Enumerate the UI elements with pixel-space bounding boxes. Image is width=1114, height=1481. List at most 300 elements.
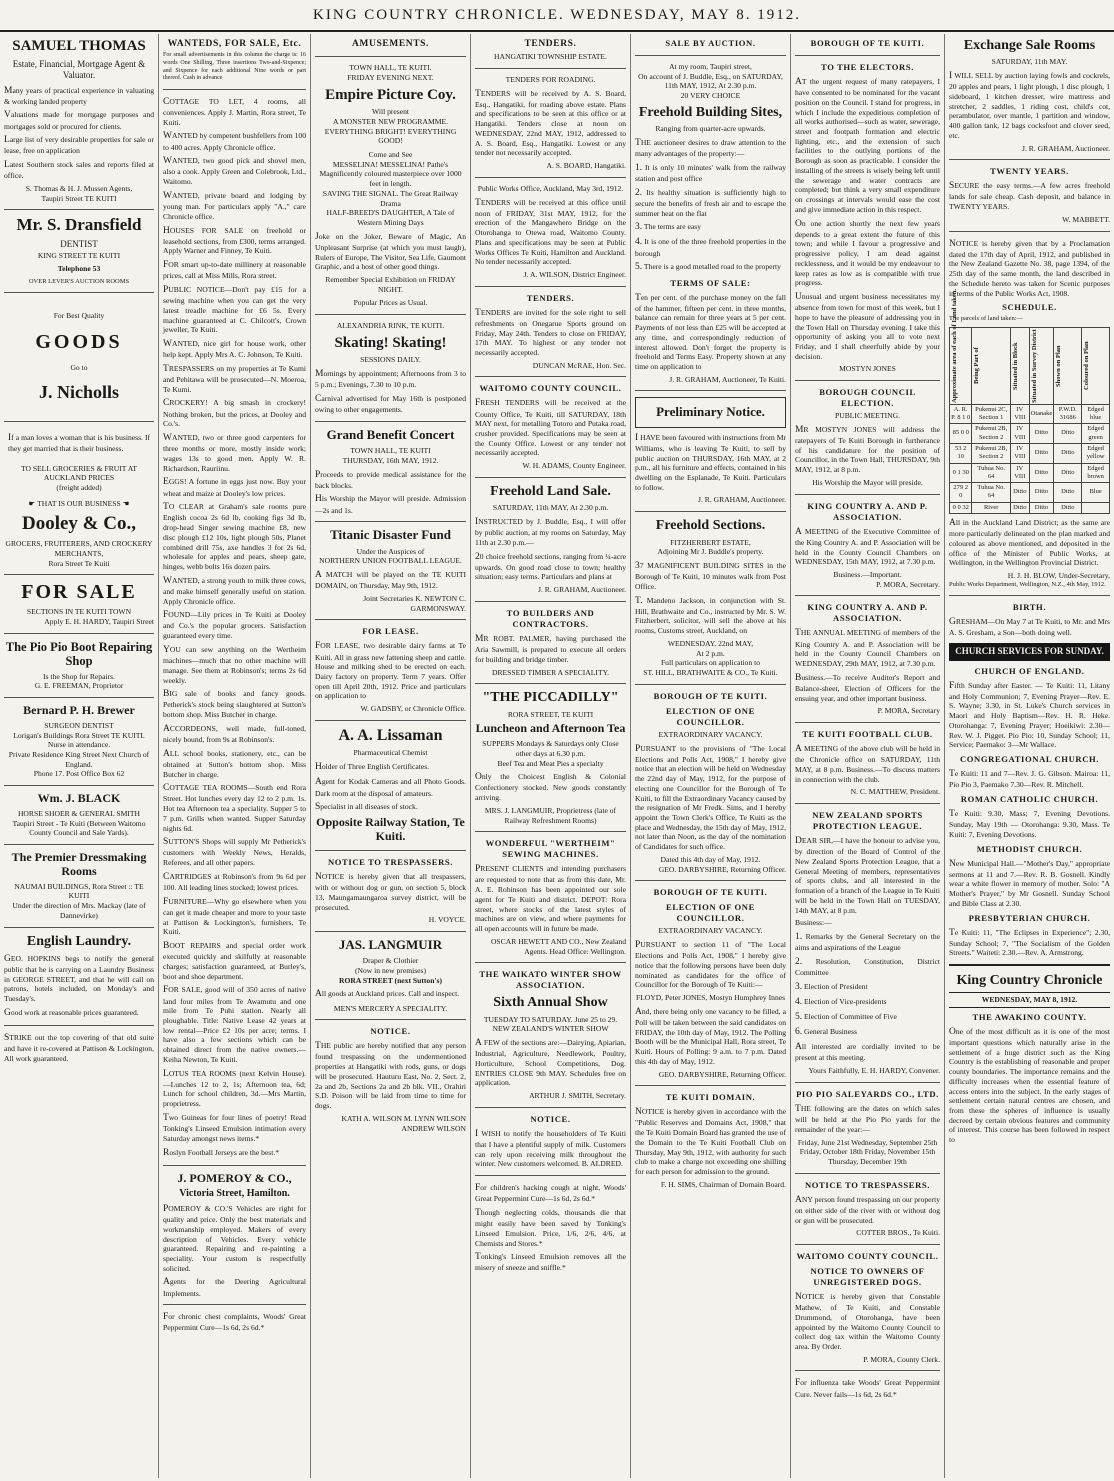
premier-management: Under the direction of Mrs. Mackay (late of Dannevirke)	[12, 901, 146, 920]
business-item: 3. Election of President	[795, 981, 868, 992]
divider	[315, 619, 466, 620]
schedule-cell: Ditto	[1054, 424, 1082, 444]
auction-account: On account of J. Buddle, Esq., on SATURDAY, 11th MAY, 1912, At 2.30 p.m.	[638, 71, 783, 91]
piccadilly-suppers: SUPPERS Mondays & Saturdays only Close other days at 6.30 p.m.	[482, 739, 619, 758]
milk-body: I WISH to notify the householders of Te Kuiti that I have a plentiful supply of milk. Customers can rely upon receiving milk throughout the winter. New customers welcomed. B. ALDRED.	[475, 1128, 626, 1169]
forsale-heading: FOR SALE	[21, 581, 137, 604]
divider	[475, 831, 626, 832]
dateline: WEDNESDAY, MAY 8, 1912.	[949, 992, 1110, 1008]
piopio-body: Is the Shop for Repairs.	[43, 671, 115, 681]
dogs-heading: NOTICE TO OWNERS OF UNREGISTERED DOGS.	[810, 1265, 925, 1287]
forsale-apply: Apply E. H. HARDY, Taupiri Street	[44, 617, 154, 627]
nicholls-lead: For Best Quality	[53, 311, 105, 321]
trespass-heading: NOTICE TO TRESPASSERS.	[327, 856, 454, 867]
schedule-cell: Edged blue	[1082, 404, 1110, 424]
lissaman-certs: Holder of Three English Certificates.	[315, 762, 430, 773]
schedule-caption: The parcels of land taken:—	[949, 315, 1023, 323]
classified-ad: ACCORDEONS, well made, full-toned, nicely bound, from 9s at Robinson's.	[163, 723, 306, 744]
piccadilly-proprietress: MRS. J. LANGMUIR, Proprietress (late of Railway Refreshment Rooms)	[484, 805, 617, 825]
schedule-cell: Otanake	[1029, 404, 1054, 424]
auction-intro: THE auctioneer desires to draw attention to the many advantages of the property:—	[635, 137, 786, 159]
premier-name: The Premier Dressmaking Rooms	[11, 850, 147, 878]
pointing-hand-icon: ☛	[28, 498, 38, 508]
brewer-address: Lorigan's Buildings Rora Street TE KUITI.	[13, 730, 145, 740]
schedule-note: All in the Auckland Land District; as the same are more particularly delineated on the plan marked and coloured as above mentioned, and deposited in the office of the Minister of Public Works, at Wellington, in the Wellington Provincial District.	[949, 518, 1110, 568]
tonking-ad: Two Guineas for four lines of poetry! Read Tonking's Linseed Emulsion intimation every Saturday amongst news items.*	[163, 1112, 306, 1143]
brewer-nurse: Nurse in attendance.	[47, 740, 111, 750]
schedule-row	[950, 502, 1110, 513]
sports-heading: NEW ZEALAND SPORTS PROTECTION LEAGUE.	[812, 810, 923, 832]
divider	[635, 684, 786, 685]
dogs-sign: P. MORA, County Clerk.	[863, 1354, 940, 1364]
classified-ad: COTTAGE TEA ROOMS—South end Rora Street. Hot lunches every day 12 to 2 p.m. 1s. Hot tea Afternoon tea a speciality. Supper 5 to 7 p.m. Grills when wanted. Supper Saturday nights 6d.	[163, 783, 306, 833]
milk-heading: NOTICE.	[530, 1113, 571, 1124]
hangatiki-heading: HANGATIKI TOWNSHIP ESTATE.	[494, 52, 607, 62]
langmuir-premises: (Now in new premises)	[354, 966, 427, 976]
election-candidates: FLOYD, Peter JONES, Mostyn Humphrey Innes	[635, 993, 786, 1003]
friday-line: FRIDAY EVENING NEXT.	[347, 72, 434, 82]
empire-remember: Remember Special Exhibition on FRIDAY NIGHT.	[325, 275, 456, 294]
dransfield-telephone: Telephone 53	[57, 264, 101, 274]
divider	[4, 292, 154, 293]
schedule-cell: Ditto	[1054, 502, 1082, 513]
schedule-header-cell: Approximate area of each of Land taken.	[950, 327, 972, 404]
tender-sign: A. S. BOARD, Hangatiki.	[546, 161, 626, 171]
twenty-body: SECURE the easy terms.—A few acres freehold lands for sale cheap. Cash deposit, and balance in TWENTY YEARS.	[949, 181, 1110, 212]
divider	[315, 314, 466, 315]
piccadilly-beef: Beef Tea and Meat Pies a specialty	[497, 758, 604, 768]
divider	[795, 1082, 940, 1083]
schedule-cell: Blue	[1082, 483, 1110, 503]
forlease-contact: W. GADSBY, or Chronicle Office.	[360, 704, 466, 714]
electors-heading: TO THE ELECTORS.	[821, 62, 914, 72]
divider	[315, 421, 466, 422]
divider	[163, 89, 306, 90]
empire-come: Come and See	[368, 149, 413, 159]
advantages-list	[635, 162, 786, 274]
exchange-sign: J. R. GRAHAM, Auctioneer.	[1022, 143, 1110, 153]
freehold-body: INSTRUCTED by J. Buddle, Esq., I will offer by public auction, at my rooms on Saturday, May 11th at 2.30 p.m.—	[475, 517, 626, 547]
schedule-cell: 0 1 30	[950, 463, 972, 483]
kcap-heading: KING COUNTRY A. AND P. ASSOCIATION.	[807, 500, 928, 522]
chest-ad: For chronic chest complaints, Woods' Great Peppermint Cure—1s 6d, 2s 6d.*	[163, 1312, 306, 1333]
builders-body: MR ROBT. PALMER, having purchased the Aria Sawmill, is prepared to execute all orders for building and bridge timber.	[475, 633, 626, 664]
sports-body: DEAR SIR,—I have the honour to advise you, by direction of the Board of Control of the New Zealand Sports Protection League, that a General Meeting of members, representatives of sports clubs, and all interested in the formation of a branch of the League in Te Kuiti will be held in the Town Hall on TUESDAY, 14th MAY, at 8 p.m.	[795, 836, 940, 915]
tender-body: TENDERS will be received by A. S. Board, Esq., Hangatiki, for roading above estate. Plans and specifications to be seen at this office or at Hangatiki. Tenders close at noon on WEDNESDAY, 22nd MAY, 1912, addressed to A. S. Board, Esq., Hangatiki. Lowest or any tender not necessarily accepted.	[475, 88, 626, 158]
schedule-cell: Edged green	[1082, 424, 1110, 444]
sections-body: 37 MAGNIFICENT BUILDING SITES in the Borough of Te Kuiti, 10 minutes walk from Post Office.	[635, 561, 786, 591]
schedule-header-cell: Situated in Survey District	[1029, 327, 1054, 404]
winter-sections: A FEW of the sections are:—Dairying, Apiarian, Industrial, Agriculture, Needlework, Poultry, Horticulture, School Competitions, Dog. ENTRIES CLOSE 9th MAY. Schedules free on application.	[475, 1038, 626, 1088]
langmuir-role: Draper & Clothier	[362, 956, 419, 966]
column-4	[470, 34, 630, 1478]
domain-heading: TE KUITI DOMAIN.	[665, 1092, 756, 1103]
schedule-cell: Ditto	[1054, 483, 1082, 503]
forlease-body: FOR LEASE, two desirable dairy farms at Te Kuiti. All in grass new fattening sheep and cattle. House and milking shed to be erected on each. Dairy factory on property. Term 7 years. Offer open till April 20th, 1912. Price and particulars on application to	[315, 641, 466, 701]
election-poll: And, there being only one vacancy to be filled, a Poll will be taken between the said candidates on FRIDAY, the 10th day of May, 1912. The Polling Booth will be the Municipal Hall, Rora street, Te Kuiti. Hours of Polling: 9 a.m. to 7 p.m. Dated this 4th day of May, 1912.	[635, 1006, 786, 1066]
classified-ad: SUTTON'S Shops will supply Mr Petherick's customers with Weekly News, Heralds, Referees, and all other papers.	[163, 837, 306, 868]
schedule-header-cell: Being Part of	[972, 327, 1011, 404]
classified-ad: FOR smart up-to-date millinery at reasonable prices, call at Miss Mills, Rora street.	[163, 260, 306, 281]
nicholls-goods: GOODS	[35, 331, 123, 354]
benefit-date: THURSDAY, 16th MAY, 1912.	[342, 455, 439, 465]
black-role: HORSE SHOER & GENERAL SMITH	[17, 808, 141, 818]
trespass-sign: COTTER BROS., Te Kuiti.	[856, 1228, 940, 1238]
public-meeting-mayor: His Worship the Mayor will preside.	[812, 477, 923, 487]
lissaman-name: A. A. Lissaman	[338, 726, 443, 744]
divider	[315, 720, 466, 721]
twenty-sign: W. MABBETT.	[1062, 214, 1110, 224]
notice-heading: NOTICE.	[370, 1026, 411, 1037]
divider	[4, 697, 154, 698]
advantage-item: 5. There is a good metalled road to the property	[635, 262, 781, 273]
divider	[4, 633, 154, 634]
classified-ad: TRESPASSERS on my properties at Te Kumi and Pehitawa will be prosecuted—N. Moeroa, Te Kumi.	[163, 363, 306, 394]
thomas-address: Taupiri Street TE KUITI	[41, 193, 117, 203]
schedule-cell: Ditto	[1010, 483, 1029, 503]
freehold-body: 20 choice freehold sections, ranging from ¼-acre upwards. On good road close to town; healthy situation; easy terms. Particulars and plans at	[475, 551, 626, 582]
amusements-heading: AMUSEMENTS.	[351, 39, 430, 49]
winter-sign: ARTHUR J. SMITH, Secretary.	[529, 1091, 626, 1101]
exchange-date: SATURDAY, 11th MAY.	[991, 57, 1068, 67]
sections-body: T. Mandeno Jackson, in conjunction with St. Hill, Brathwaite and Co., instructed by Mr. S. W. Fitzherbert, solicitor, will sell the above at his rooms, Customs street, Auckland, on	[635, 595, 786, 636]
wanteds-heading: WANTEDS, FOR SALE, Etc.	[167, 39, 302, 49]
election-heading: ELECTION OF ONE COUNCILLOR.	[666, 705, 755, 727]
pwo-line: Public Works Office, Auckland, May 3rd, 1912.	[477, 183, 624, 193]
forlease-heading: FOR LEASE.	[362, 626, 419, 637]
tonking-ad: Though neglecting colds, thousands die that might easily have been saved by Tonking's Linseed Emulsion. Price, 1/6, 2/6, 4/6, at Chemists and Stores.*	[475, 1208, 626, 1248]
roslyn-ad: Roslyn Football Jerseys are the best.*	[163, 1147, 280, 1158]
church-body: Te Kuiti: 11 and 7—Rev. J. G. Gibson. Mairoa: 11, Pio Pio 3, Paemako 7.30—Rev. R. Mitchell.	[949, 769, 1110, 790]
schedule-cell: Ditto	[1010, 502, 1029, 513]
divider	[475, 601, 626, 602]
tonking-ad: Tonking's Linseed Emulsion removes all the misery of sneeze and sniffle.*	[475, 1252, 626, 1273]
church-banner: CHURCH SERVICES FOR SUNDAY.	[949, 643, 1110, 661]
schedule-cell: Edged yellow	[1082, 443, 1110, 463]
wcc-heading: WAITOMO COUNTY COUNCIL.	[796, 1250, 939, 1261]
schedule-cell: Ditto	[1029, 483, 1054, 503]
advantage-item: 4. It is one of the three freehold properties in the borough	[635, 237, 786, 258]
vacancy-heading: EXTRAORDINARY VACANCY.	[658, 926, 763, 936]
divider	[795, 595, 940, 596]
schedule-cell: IV VIII	[1010, 443, 1029, 463]
schedule-sign: H. J. H. BLOW, Under-Secretary,	[1007, 571, 1110, 581]
schedule-header-row	[950, 327, 1110, 404]
schedule-header-cell: Shown on Plan	[1054, 327, 1082, 404]
titanic-league: NORTHERN UNION FOOTBALL LEAGUE.	[319, 556, 462, 566]
proclamation-body: NOTICE is hereby given that by a Proclamation dated the 17th day of April, 1912, and published in the New Zealand Gazette No. 38, page 1394, of the 25th day of the same month, the land described in the Schedule hereto was taken for Scenic purposes in terms of the Public Works Act, 1908.	[949, 238, 1110, 298]
divider	[4, 844, 154, 845]
divider	[475, 177, 626, 178]
dransfield-address: KING STREET TE KUITI	[37, 250, 121, 260]
thomas-name: SAMUEL THOMAS	[12, 38, 146, 54]
divider	[4, 574, 154, 575]
public-meeting-heading: PUBLIC MEETING.	[835, 411, 900, 421]
schedule-cell: Ditto	[1054, 443, 1082, 463]
election-heading: ELECTION OF ONE COUNCILLOR.	[666, 902, 755, 924]
empire-name: Empire Picture Coy.	[325, 86, 456, 103]
sections-full: Full particulars on application to	[660, 658, 761, 668]
titanic-heading: Titanic Disaster Fund	[330, 527, 451, 543]
dooley-line: TO SELL GROCERIES & FRUIT AT AUCKLAND PRICES	[20, 463, 138, 483]
piccadilly-street: RORA STREET, TE KUITI	[507, 709, 594, 719]
classified-ad: WANTED, nice girl for house work, other help kept. Apply Mrs A. C. Johnson, Te Kuiti.	[163, 339, 306, 360]
dogs-body: NOTICE is hereby given that Constable Mathew, of Te Kuiti, and Constable Drummond, of Otorohanga, have been appointed by the Waitomo County Council to collect dog tax within the Waitomo County area. By Order.	[795, 1291, 940, 1351]
election-sign: GEO. DARBYSHIRE, Returning Officer.	[658, 1069, 786, 1079]
brewer-phone: Phone 17. Post Office Box 62	[33, 769, 125, 779]
notice-body: THE public are hereby notified that any person found trespassing on the undermentioned properties at Hangatiki with rods, guns, or dogs will be prosecuted. Hauturu East, No. 2, Sect. 2, 2a and 2b, Sections 2a and 2b blk. VII., Orahiri S.D. Poison will be laid from time to time for dogs.	[315, 1041, 466, 1111]
thomas-agents: S. Thomas & H. J. Mussen Agents,	[25, 184, 133, 194]
winter-dates: TUESDAY TO SATURDAY. June 25 to 29.	[483, 1014, 618, 1024]
divider	[475, 68, 626, 69]
schedule-body	[950, 404, 1110, 513]
preliminary-heading: Preliminary Notice.	[656, 404, 765, 420]
poem: If a man loves a woman that is his business. If they get married that is their business.	[8, 432, 150, 453]
classified-ad: FOUND—Lily prices in Te Kuiti at Dooley and Co.'s the popular grocers. Satisfaction guaranteed every time.	[163, 610, 306, 641]
schedule-cell: 279 2 0	[950, 483, 972, 503]
electors-body: Unusual and urgent business necessitates my absence from town for most of this week, but I hope to have the pleasure of addressing you in the Town Hall on Thursday evening. I take this opportunity of asking you all to vote next Friday, and I shall cheerfully abide by your decision.	[795, 291, 940, 361]
divider	[4, 927, 154, 928]
divider	[475, 477, 626, 478]
sections-estate: FITZHERBERT ESTATE,	[670, 537, 751, 547]
church-body: Fifth Sunday after Easter. — Te Kuiti: 11, Litany and Holy Communion; 7, Evening Prayer—Rev. E. S. Wayne; 3.30, in St. Luke's Church services in Maori and Holy Baptism—Rev. H. R. Heke. Otorohanga: 7, Evening Prayer; Hoeikiwi: 2.30—Rev. W. J. Pigget. Pio Pio: 10, Sunday School; 11, Service; Paemako: 3—Mr Wallace.	[949, 680, 1110, 750]
borough-heading: BOROUGH OF TE KUITI.	[653, 887, 768, 898]
borough-heading: BOROUGH OF TE KUITI.	[653, 690, 768, 701]
tender-body: FRESH TENDERS will be received at the County Office, Te Kuiti, till SATURDAY, 18th MAY next, for metalling Totoro and Putaka road, crusher provided. Specifications may be seen at the County Office. Lowest or any tender not necessarily accepted.	[475, 398, 626, 458]
church-heading: METHODIST CHURCH.	[976, 843, 1083, 854]
column-7	[944, 34, 1114, 1478]
preliminary-sign: J. R. GRAHAM, Auctioneer.	[698, 495, 786, 505]
divider	[795, 494, 940, 495]
piccadilly-luncheon: Luncheon and Afternoon Tea	[475, 721, 626, 736]
kcap-body: A MEETING of the Executive Committee of the King Country A. and P. Association will be held in the County Council Chambers on WEDNESDAY, 15th MAY, 1912, at 7.30 p.m.	[795, 526, 940, 567]
church-body: Te Kuiti: 11, "The Eclipses in Experience"; 2.30, Sunday School; 7, "The Socialism of the Golden Streets." Waiteti: 2.30.—Rev. A. Armstrong.	[949, 927, 1110, 958]
domain-sign: F. H. SIMS, Chairman of Domain Board.	[660, 1179, 786, 1189]
divider	[949, 231, 1110, 232]
thomas-text: Valuations made for mortgage purposes and mortgages sold or procured for clients.	[4, 110, 154, 131]
classified-ad: HOUSES FOR SALE on freehold or leasehold sections, from £300, terms arranged. Apply Warner and Finney, Te Kuiti.	[163, 225, 306, 256]
schedule-row	[950, 483, 1110, 503]
business-item: 5. Election of Committee of Five	[795, 1012, 897, 1022]
divider	[315, 521, 466, 522]
divider	[795, 55, 940, 56]
benefit-heading: Grand Benefit Concert	[326, 426, 455, 442]
empire-prices: Popular Prices as Usual.	[353, 298, 428, 308]
nicholls-name: J. Nicholls	[38, 381, 119, 402]
borough-heading: BOROUGH OF TE KUITI.	[810, 38, 925, 48]
business-item: 6. General Business	[795, 1027, 857, 1038]
dooley-name: Dooley & Co.,	[22, 513, 136, 535]
sports-business-list	[795, 931, 940, 1038]
classified-ad: WANTED, a strong youth to milk three cows, and make himself generally useful on station. Apply Chronicle office.	[163, 575, 306, 606]
tenders-heading: TENDERS.	[524, 39, 577, 49]
classified-ad: PUBLIC NOTICE—Don't pay £15 for a sewing machine when you can get the very latest treadle machine for £6 5s. Every machine guaranteed at C. Chilcott's, Crown jeweller, Te Kuiti.	[163, 284, 306, 335]
sports-sign: Yours Faithfully, E. H. HARDY, Convener.	[808, 1066, 940, 1076]
dooley-address: Rora Street Te Kuiti	[48, 558, 110, 568]
wanteds-intro: For small advertisements in this column the charge is: 16 words One Shilling, Three insertions Two-and-Sixpence; and Sixpence for each additional Nine words or part thereof. Cash in advance	[163, 52, 306, 82]
classified-ad: TO CLEAR at Graham's sale rooms pure English cocoa 2s 6d lb, cooking figs 3d lb, drop-head Singer sewing machine £8, new disc plough £12 10s, light plough 50s, Planet combined drill 75s, axe handles 3 for 2s 6d, wholesale for apples and pears, sheep gate, hinges, webb bolts 16s dozen pairs.	[163, 502, 306, 571]
classified-ad: FURNITURE—Why go elsewhere when you can get it made cheaper and more to your taste at Pattison & Lockington's, furnishers, Te Kuiti.	[163, 896, 306, 937]
freehold-sign: J. R. GRAHAM, Auctioneer.	[538, 585, 626, 595]
kcap-sign: P. MORA, Secretary.	[876, 579, 940, 589]
schedule-row	[950, 424, 1110, 444]
classified-ad: ALL school books, stationery, etc., can be obtained at Sutton's bottom shop. Miss Butcher in charge.	[163, 748, 306, 779]
brewer-role: SURGEON DENTIST	[44, 720, 114, 730]
wertheim-body: PRESENT CLIENTS and intending purchasers are requested to note that as from this date, Mr. A. E. Robinson has been appointed our sole agent for Te Kuiti and district. DEPOT: Rora street, where stocks of the latest styles of machines are on view, and where payments for all open accounts will in future be made.	[475, 864, 626, 934]
pomeroy-body: POMEROY & CO.'S Vehicles are right for quality and price. Only the best materials and workmanship employed. Makers of every description of Vehicles. Every vehicle guaranteed. Repairing and re-painting a speciality. Your custom is respectfully solicited.	[163, 1203, 306, 1273]
classified-ad: FOR SALE, good will of 350 acres of native land four miles from Te Awamutu and one mile from Te Puhi station. Nearly all ploughable. Title: Native Lease 42 years at low rental—Price £2 10s per acre; terms. I have also a few sections which can be obtained direct from the native owners.—Keiha Newton, Te Kuiti.	[163, 985, 306, 1064]
terms-body: Ten per cent. of the purchase money on the fall of the hammer, fifteen per cent. in three months, balance can remain for three years at 5 per cent. Payments of not less than £25 will be accepted at any time, and correspondingly reduction of interest allowed. Don't forget the property is freehold and Terms Easy. Property shown at any time on application to	[635, 292, 786, 371]
divider	[795, 1173, 940, 1174]
birth-heading: BIRTH.	[1012, 602, 1047, 613]
preliminary-body: I HAVE been favoured with instructions from Mr Williams, who is leaving Te Kuiti, to sell by public auction on THURSDAY, 16th MAY, at 2 p.m., all his furniture and effects, contained in his dwelling on the Esplanade, Te Kuiti. Particulars to follow.	[635, 432, 786, 492]
schedule-cell: 53 2 10	[950, 443, 972, 463]
hall-name: TOWN HALL, TE KUITI.	[349, 63, 432, 73]
rink-skating: Skating! Skating!	[334, 334, 447, 351]
business-item: 4. Election of Vice-presidents	[795, 996, 887, 1007]
divider	[795, 380, 940, 381]
empire-monster: A MONSTER NEW PROGRAMME.	[332, 116, 449, 126]
domain-body: NOTICE is hereby given in accordance with the "Public Reserves and Domains Act, 1908," that the Te Kuiti Domain Board has granted the use of the Domain to the Te Kuiti Football Club on Thursday, May 9th, 1912, with authority for such club to make a charge not exceeding one shilling for each person for admission to the ground.	[635, 1107, 786, 1176]
schedule-cell: Ditto	[1029, 443, 1054, 463]
laundry-body: GEO. HOPKINS begs to notify the general public that he is carrying on a Laundry Business in GEORGE STREET, and that he will call on patrons, hotels included, on Monday's and Tuesday's.	[4, 953, 154, 1004]
cough-ad: For children's hacking cough at night, Woods' Great Peppermint Cure—1s 6d, 2s 6d.*	[475, 1183, 626, 1204]
schedule-cell: 0 0 32	[950, 502, 972, 513]
classified-ad: CROCKERY! A big smash in crockery! Nothing broken, but the prices, at Dooley and Co.'s.	[163, 398, 306, 429]
freehold-heading: Freehold Land Sale.	[490, 483, 611, 499]
divider	[475, 683, 626, 684]
nameplate: King Country Chronicle	[956, 973, 1103, 989]
schedule-cell: Tuhua No. 64	[972, 463, 1011, 483]
schedule-cell: Edged brown	[1082, 463, 1110, 483]
trespass-sign: H. VOYCE.	[428, 915, 466, 925]
divider	[4, 1025, 154, 1026]
schedule-cell: IV VIII	[1010, 404, 1029, 424]
divider	[475, 376, 626, 377]
benefit-hall: TOWN HALL, TE KUITI	[350, 446, 431, 456]
divider	[795, 803, 940, 804]
kcap-sign: P. MORA, Secretary	[877, 706, 940, 716]
tender-body: TENDERS will be received at this office until noon of FRIDAY, 31st MAY, 1912, for the erection of the Mangawhero Bridge on the Otorohanga to Otewa road, Waitomo County. Plans and specifications may be seen at Public Works Offices Te Kuiti, Hamilton and Auckland. No tender necessarily accepted.	[475, 197, 626, 267]
kcap-body: THE ANNUAL MEETING of members of the King Country A. and P. Association will be held in the County Council Chambers on WEDNESDAY, 29th MAY, 1912, at 7.30 p.m.	[795, 628, 940, 668]
divider	[949, 159, 1110, 160]
football-sign: N. C. MATTHEW, President.	[850, 787, 940, 797]
column-2	[158, 34, 310, 1478]
auction-heading: SALE BY AUCTION.	[665, 38, 756, 48]
divider	[635, 1085, 786, 1086]
classified-list	[163, 96, 306, 1109]
kcap-business: Business.—To receive Auditor's Report and Balance-sheet, Election of Officers for the ensuing year, and other important business.	[795, 672, 940, 703]
schedule-row	[950, 463, 1110, 483]
schedule-cell	[1082, 502, 1110, 513]
divider	[635, 511, 786, 512]
thomas-text: Large list of very desirable properties for sale or lease, free on application	[4, 135, 154, 156]
dransfield-name: Mr. S. Dransfield	[16, 215, 142, 235]
column-1	[0, 34, 158, 1478]
sections-date: WEDNESDAY, 22nd MAY,	[667, 638, 754, 648]
langmuir-name: JAS. LANGMUIR	[338, 937, 443, 952]
divider	[949, 595, 1110, 596]
election-body: PURSUANT to the provisions of "The Local Elections and Polls Act, 1908," I hereby give notice that an election will be held on Wednesday the 22nd day of May, 1912, for the purpose of electing one Councillor for the Borough of Te Kuiti, to fill the Extraordinary Vacancy caused by the resignation of Mr Fredk. Sims, and I hereby appoint the Town Clerk's Office, Te Kuiti as the place and Wednesday, the 15th day of May, 1912, not later than Noon, as the day of the nomination of Candidates for such office.	[635, 743, 786, 852]
advantage-item: 2. Its healthy situation is sufficiently high to secure the benefits of fresh air and to escape the summer heat on the flat	[635, 187, 786, 218]
divider	[635, 55, 786, 56]
schedule-cell: A. R. P. 8 1 0	[950, 404, 972, 424]
forsale-body: SECTIONS IN TE KUITI TOWN	[26, 607, 132, 617]
electors-body: On one action shortly the next few years depends to a great extent the future of this town; and while I favour a progressive and progressive policy, I am dead against recklessness, and it would be my endeavour to keep rates as low as is compatible with true progress.	[795, 218, 940, 288]
church-heading: PRESBYTERIAN CHURCH.	[968, 912, 1091, 923]
divider	[4, 421, 154, 422]
kcap-heading: KING COUNTRY A. AND P. ASSOCIATION.	[807, 602, 928, 624]
auction-sites: Freehold Building Sites,	[638, 104, 783, 120]
divider	[315, 931, 466, 932]
black-name: Wm. J. BLACK	[37, 791, 121, 806]
roading-heading: TENDERS FOR ROADING.	[505, 74, 596, 84]
laundry-guarantee: Good work at reasonable prices guaranteed.	[4, 1007, 139, 1018]
nicholls-goto: Go to	[70, 363, 88, 373]
pointing-hand-icon: ☚	[120, 498, 130, 508]
schedule-row	[950, 404, 1110, 424]
bce-heading: BOROUGH COUNCIL ELECTION.	[819, 387, 916, 409]
divider	[475, 962, 626, 963]
rink-sessions: SESSIONS DAILY.	[360, 355, 421, 365]
divider	[315, 1019, 466, 1020]
empire-bright: EVERYTHING BRIGHT! EVERYTHING GOOD!	[324, 126, 457, 146]
schedule-cell: Tuhua No. 64	[972, 483, 1011, 503]
pomeroy-address: Victoria Street, Hamilton.	[179, 1188, 290, 1200]
langmuir-goods: All goods at Auckland prices. Call and inspect.	[315, 989, 460, 1000]
public-meeting-body: MR MOSTYN JONES will address the ratepayers of Te Kuiti Borough in furtherance of his candidature for the position of Councillor, in the Town Hall, THURSDAY, 9th MAY, 1912, at 8 p.m.	[795, 424, 940, 475]
electors-body: AT the urgent request of many ratepayers, I have consented to be nominated for the vacant position on the Council. I stand for progress, in which I include the expeditious completion of all works authorised—such as water, sewerage, street and footpath formation and electric lighting, etc., and the extension of such facilities to the outlying portions of the Borough as soon as practicable. I consider the installing of the streets is wisely being left until the sewerage and water contracts are completed; but think a very small expenditure on crossings at intervals would ease the cost and give immediate action in this respect.	[795, 77, 940, 214]
winter-sixth: Sixth Annual Show	[493, 995, 608, 1011]
divider	[4, 785, 154, 786]
empire-joke: Joke on the Joker, Beware of Magic, An Unpleasant Surprise (at which you must laugh), Rulers of Europe, The Visitor, Sea Life, Gaumont Graphic, and a host of other good things.	[315, 231, 466, 272]
football-heading: TE KUITI FOOTBALL CLUB.	[802, 729, 933, 739]
vacancy-heading: EXTRAORDINARY VACANCY.	[658, 729, 763, 739]
waitomo-heading: WAITOMO COUNTY COUNCIL.	[479, 383, 622, 394]
auction-ranging: Ranging from quarter-acre upwards.	[655, 124, 766, 134]
exchange-body: I WILL SELL by auction laying fowls and cockrels, 20 apples and pears, 1 light plough, 1 disc plough, 1 sideboard, 1 kitchen dresser, wire mattress and stretcher, 2 saddles, 1 riding cost, child's cot, perambulator, over mantle, 1 partition and window, 400 gallon tank, 12 bags cocksfoot and clover seed, etc.	[949, 71, 1110, 140]
notice-signatories: KATH A. WILSON M. LYNN WILSON ANDREW WILSON	[341, 1113, 466, 1133]
wertheim-sign: OSCAR HEWETT AND CO., New Zealand Agents. Head Office: Wellington.	[490, 936, 626, 956]
dooley-role: GROCERS, FRUITERERS, AND CROCKERY MERCHANTS,	[5, 539, 153, 559]
titanic-auspices: Under the Auspices of	[356, 546, 425, 556]
divider	[795, 1244, 940, 1245]
schedule-cell: Ditto	[1029, 502, 1054, 513]
church-heading: CHURCH OF ENGLAND.	[974, 665, 1085, 676]
lissaman-location: Opposite Railway Station, Te Kuiti.	[316, 815, 465, 844]
terms-sign: J. R. GRAHAM, Auctioneer, Te Kuiti.	[669, 374, 786, 384]
advantage-item: 1. It is only 10 minutes' walk from the railway station and post office	[635, 162, 786, 184]
schedule-header-cell: Coloured on Plan	[1082, 327, 1110, 404]
dooley-business: ☛ THAT IS OUR BUSINESS ☚	[28, 498, 130, 508]
lissaman-kodak: Agent for Kodak Cameras and all Photo Goods. Dark room at the disposal of amateurs.	[315, 777, 466, 798]
lissaman-role: Pharmaceutical Chemist	[353, 748, 428, 758]
classified-ad: WANTED by competent bushfellers from 100 to 400 acres. Apply Chronicle office.	[163, 131, 306, 152]
schedule-cell: Ditto	[1029, 424, 1054, 444]
schedule-cell: Ditto	[1054, 463, 1082, 483]
schedule-heading: SCHEDULE.	[1002, 302, 1057, 313]
sections-adjoining: Adjoining Mr J. Buddle's property.	[657, 547, 764, 557]
divider	[475, 1175, 626, 1176]
builders-heading: TO BUILDERS AND CONTRACTORS.	[506, 607, 595, 629]
premier-address: NAUMAI BUILDINGS, Rora Street :: TE KUITI	[14, 881, 144, 901]
pomeroy-agents: Agents for the Deering Agricultural Implements.	[163, 1277, 306, 1298]
titanic-match: A MATCH will be played on the TE KUITI DOMAIN, on Thursday, May 9th, 1912.	[315, 570, 466, 591]
saleyards-dates: Friday, June 21st Wednesday, September 25th Friday, October 18th Friday, November 15th Thursday, December 19th	[797, 1137, 938, 1166]
piccadilly-name: "THE PICCADILLY"	[482, 690, 619, 706]
church-body: New Municipal Hall.—"Mother's Day," appropriate sermons at 11 and 7.—Rev. R. B. Gosnell. Kindly wear a white flower in memory of mother. Solo: "A Mother's Prayer," by Mr Gosnell. Sunday School and Bible Class at 2.30.	[949, 858, 1110, 908]
divider	[795, 1370, 940, 1371]
